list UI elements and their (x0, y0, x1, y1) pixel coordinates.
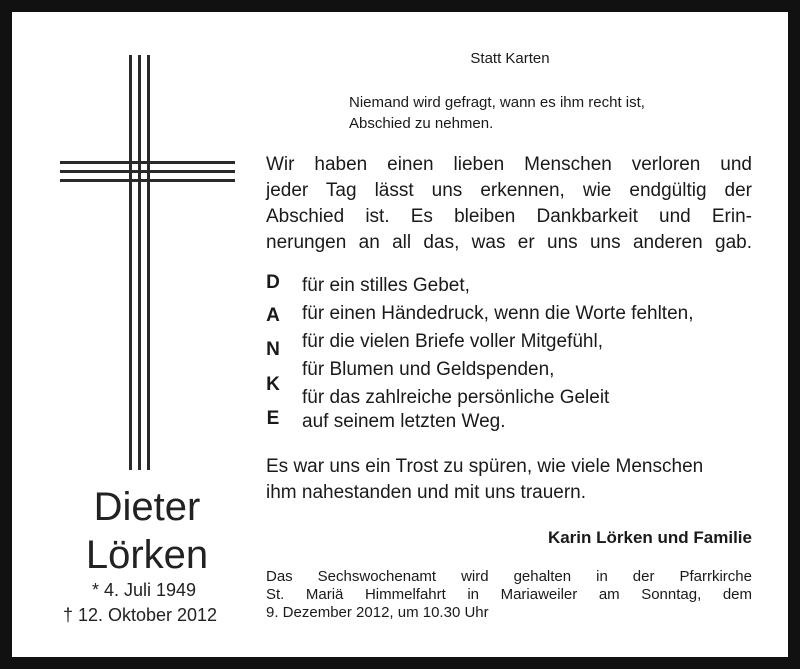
danke-line: für das zahlreiche persönliche Geleit (302, 387, 610, 408)
service-info (266, 568, 752, 622)
intro-line: jeder Tag lässt uns erkennen, wie endgültig der (266, 180, 752, 201)
danke-letter: N (266, 339, 280, 360)
cross-icon (60, 55, 240, 485)
signature: Karin Lörken und Familie (547, 528, 752, 547)
death-date: † 12. Oktober 2012 (62, 605, 218, 625)
danke-letter: K (266, 374, 280, 395)
service-line: St. Mariä Himmelfahrt in Mariaweiler am Sonntag, dem (266, 586, 752, 603)
trost-paragraph (266, 454, 752, 506)
intro-line: nerungen an all das, was er uns uns anderen gab. (266, 232, 752, 253)
quote (349, 92, 645, 134)
statt-karten: Statt Karten (470, 50, 550, 67)
trost-line: Es war uns ein Trost zu spüren, wie viele Menschen (266, 456, 704, 477)
trost-line: ihm nahestanden und mit uns trauern. (266, 482, 587, 503)
danke-letter: D (266, 272, 280, 293)
danke-line: für Blumen und Geldspenden, (302, 359, 555, 380)
danke-line: für ein stilles Gebet, (302, 275, 470, 296)
danke-letter: E (266, 408, 280, 429)
quote-line: Abschied zu nehmen. (349, 115, 494, 132)
service-line: Das Sechswochenamt wird gehalten in der Pfarrkirche (266, 568, 752, 585)
service-line: 9. Dezember 2012, um 10.30 Uhr (266, 604, 489, 621)
quote-line: Niemand wird gefragt, wann es ihm recht ist, (349, 94, 645, 111)
intro-paragraph (266, 152, 752, 256)
danke-line: für die vielen Briefe voller Mitgefühl, (302, 331, 603, 352)
intro-line: Wir haben einen lieben Menschen verloren und (266, 154, 752, 175)
intro-line: Abschied ist. Es bleiben Dankbarkeit und Erin- (266, 206, 752, 227)
danke-letter: A (266, 305, 280, 326)
deceased-first-name: Dieter (93, 485, 201, 529)
deceased-last-name: Lörken (85, 533, 209, 577)
danke-line: auf seinem letzten Weg. (302, 411, 506, 432)
birth-date: * 4. Juli 1949 (91, 580, 197, 600)
danke-line: für einen Händedruck, wenn die Worte fehlten, (302, 303, 694, 324)
